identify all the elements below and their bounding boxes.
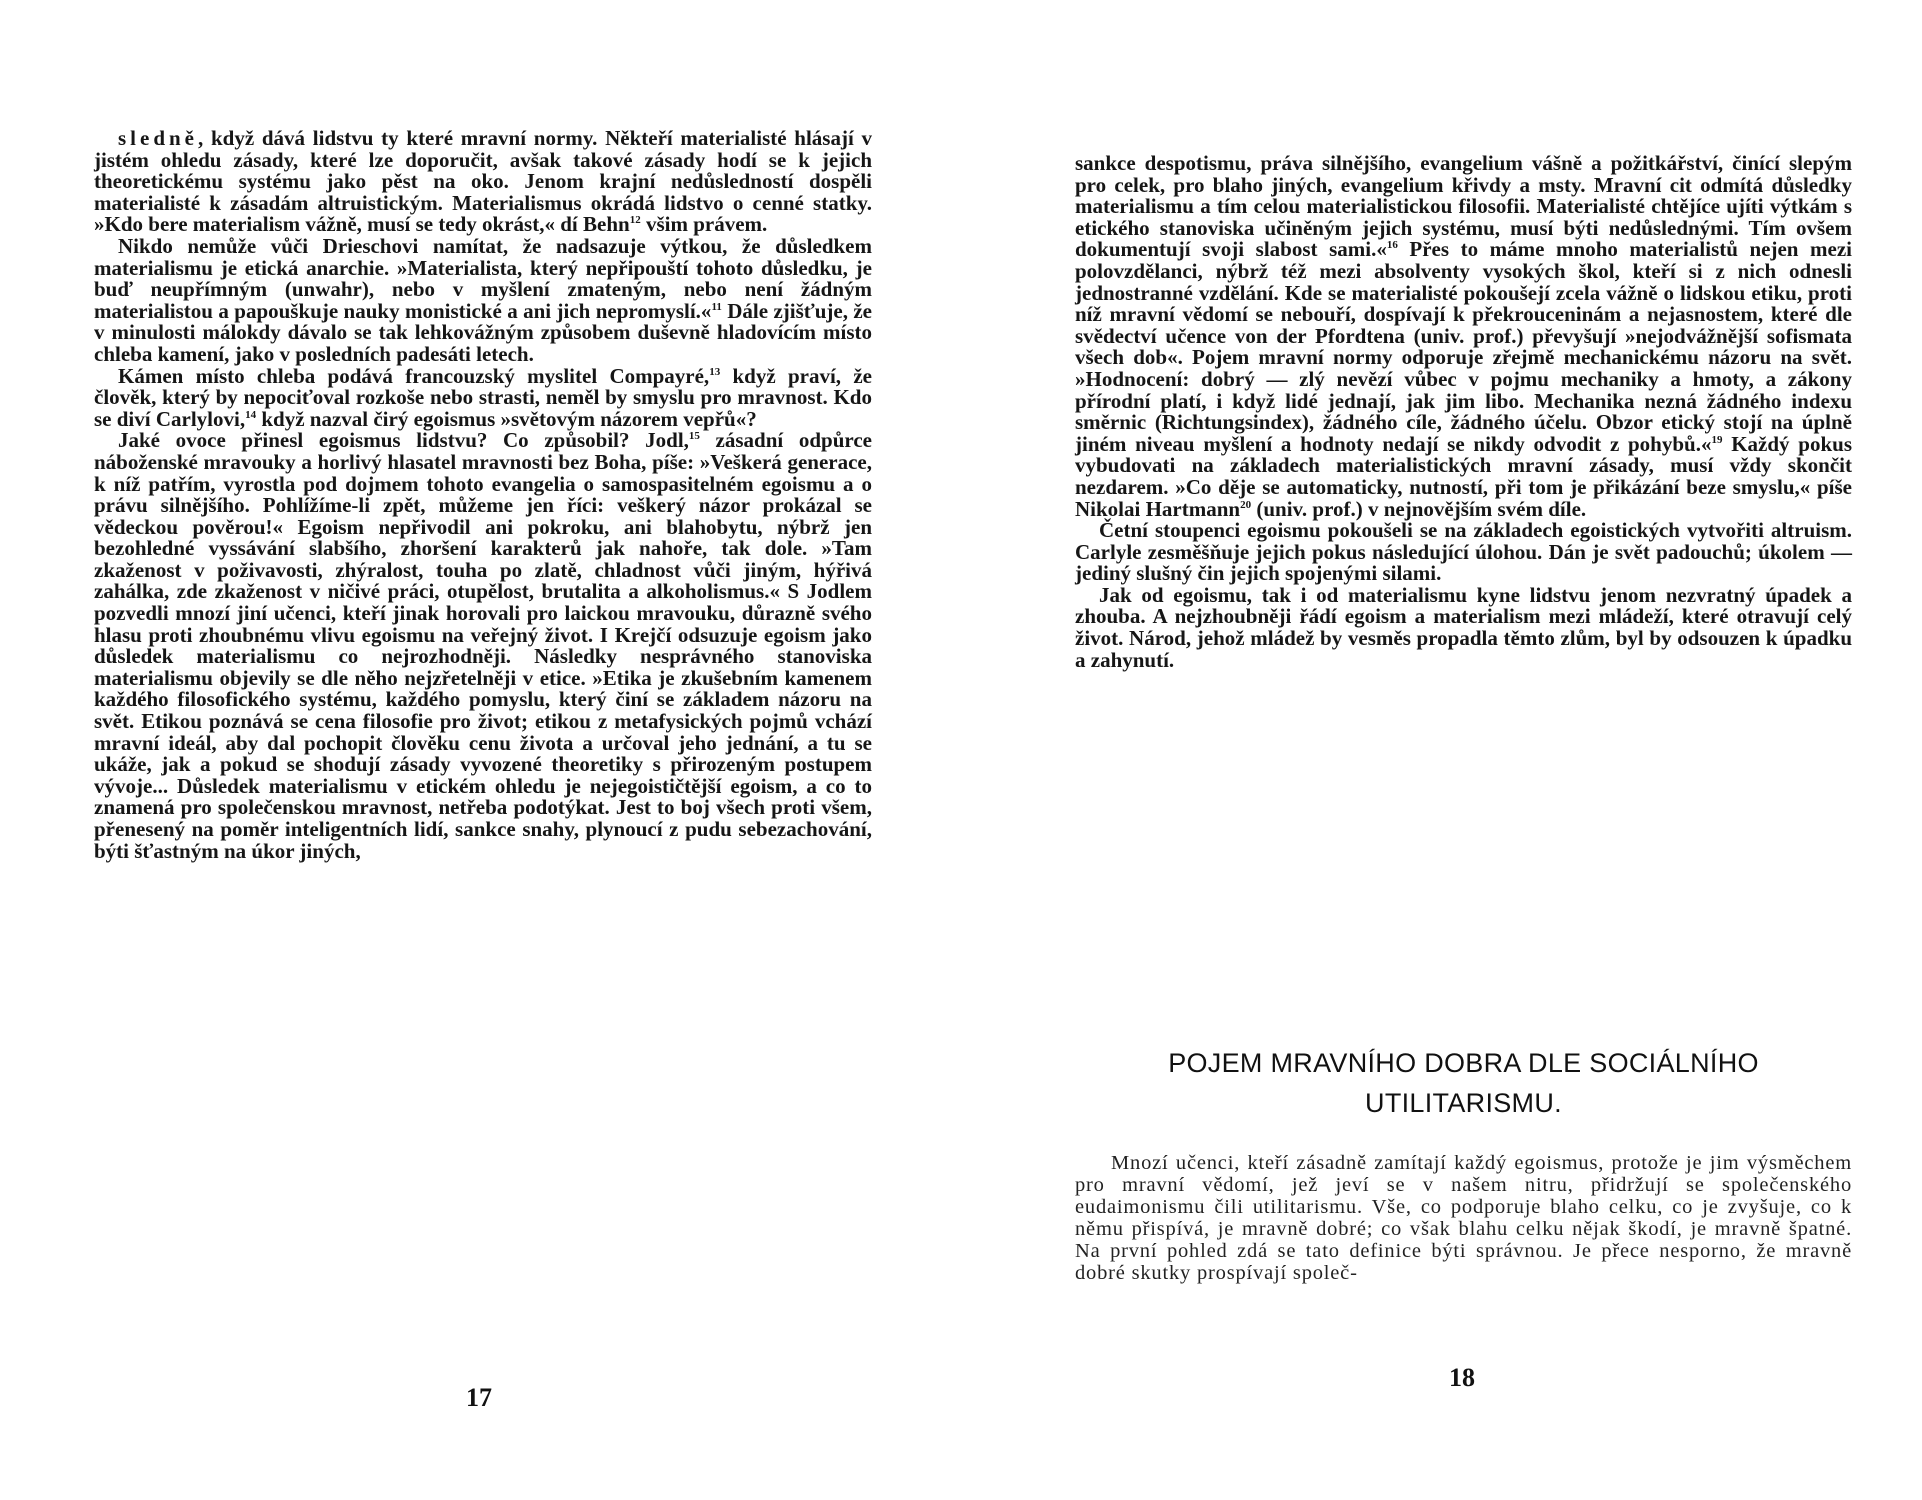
paragraph-text: Kámen místo chleba podává francouzský myslitel Compayré, [118, 363, 710, 388]
paragraph-text: sledně [118, 126, 199, 150]
paragraph-text: všim právem. [640, 212, 768, 237]
right-paragraph [1075, 520, 1852, 585]
paragraph-text: když praví, že člověk, který by nepociťoval rozkoše nebo strasti, neměl by smyslu pro mravnost. Kdo se diví Carlylovi, [94, 363, 872, 431]
page-number-right: 18 [1449, 1363, 1475, 1392]
right-paragraph [1075, 153, 1852, 520]
right-paragraph [1075, 582, 1852, 672]
footnote-marker: 11 [711, 300, 722, 313]
section-heading [1075, 1043, 1852, 1123]
footnote-marker: 13 [709, 365, 721, 378]
footnote-marker: 15 [688, 430, 700, 443]
section-body [1075, 1152, 1852, 1284]
right-page [961, 0, 1922, 1500]
paragraph-text: sankce despotismu, práva silnějšího, evangelium vášně a požitkářství, činící slepým pro celek, pro blaho jiných, evangelium křivdy a msty. Mravní cit odmítá důsledky materialismu a tím celou materialistickou filosofii. Materialisté chtějíce ujíti výtkám s etického stanoviska učiněným jejich systému, musí býti nedůslednými. Tím ovšem dokumentují svoji slabost sami.« [1075, 151, 1852, 262]
paragraph-text: Nikdo nemůže vůči Drieschovi namítat, že nadsazuje výtkou, že důsledkem materialismu je etická anarchie. »Materialista, který nepřipouští tohoto důsledku, je buď neupřímným (unwahr), nebo v myšlení zmateným, nebo není žádným materialistou a papouškuje nauky monistické a ani jich nepromyslí.« [94, 233, 872, 323]
left-page-text [94, 128, 872, 862]
left-paragraph [94, 363, 872, 431]
paragraph-text: Dále zjišťuje, že v minulosti málokdy dávalo se tak lehkovážným způsobem duševně hladovícím místo chleba kamení, jako v posledních padesáti letech. [94, 298, 872, 366]
paragraph-text: Četní stoupenci egoismu pokoušeli se na základech egoistických vytvořiti altruism. Carlyle zesměšňuje jejich pokus následující úlohou. Dán je svět padouchů; úkolem — jediný slušný čin jejich spojenými silami. [1075, 518, 1852, 586]
paragraph-text: Jak od egoismu, tak i od materialismu kyne lidstvu jenom nezvratný úpadek a zhouba. A nejzhoubněji řádí egoism a materialism mezi mládeží, které otravují celý život. Národ, jehož mládež by vesměs propadla těmto zlům, byl by odsouzen k úpadku a zahynutí. [1075, 582, 1852, 672]
footnote-marker: 20 [1240, 498, 1252, 511]
footnote-marker: 19 [1711, 433, 1723, 446]
paragraph-text: , když dává lidstvu ty které mravní normy. Někteří materialisté hlásají v jistém ohledu zásady, které lze doporučit, avšak takové zásady hodí se k jejich theoretickému systému jako pěst na oko. Jenom krajní nedůsledností dospěli materialisté k zásadám altruistickým. Materialismus okrádá lidstvo o cenné statky. »Kdo bere materialism vážně, musí se tedy okrást,« dí Behn [94, 126, 872, 237]
section-heading-line2: UTILITARISMU. [1365, 1088, 1562, 1118]
paragraph-text: Přes to máme mnoho materialistů nejen mezi polovzdělanci, nýbrž též mezi absolventy vysokých škol, kteří si z nich odnesli jednostranné vzdělání. Kde se materialisté pokoušejí zcela vážně o lidskou etiku, proti níž mravní vědomí se nebouří, dospívají k překrouceninám a nejasnostem, které dle svědectví učence von der Pfordtena (univ. prof.) převyšují »nejodvážnější sofismata všech dob«. Pojem mravní normy odporuje zřejmě mechanickému názoru na svět. »Hodnocení: dobrý — zlý nevězí vůbec v pojmu mechaniky a hmoty, a zákony přírodní platí, i když lidé jednají, jak jim libo. Mechanika nezná žádného indexu směrnic (Richtungsindex), žádného cíle, žádného účelu. Obzor etický stojí na úplně jiném niveau myšlení a hodnoty nedají se nikdy odvodit z pohybů.« [1075, 237, 1852, 456]
right-page-text [1075, 153, 1852, 671]
paragraph-text: Každý pokus vybudovati na základech materialistických mravní zásady, musí vždy skončit nezdarem. »Co děje se automaticky, nutností, při tom je přikázání beze smyslu,« píše Nikolai Hartmann [1075, 431, 1852, 521]
paragraph-text: Jaké ovoce přinesl egoismus lidstvu? Co způsobil? Jodl, [118, 428, 689, 453]
left-paragraph [94, 233, 872, 366]
left-paragraph [94, 128, 872, 236]
page-number-left: 17 [466, 1383, 492, 1412]
section-body-paragraph: Mnozí učenci, kteří zásadně zamítají každý egoismus, protože je jim výsměchem pro mravní vědomí, jež jeví se v našem nitru, přidržují se společenského eudaimonismu čili utilitarismu. Vše, co podporuje blaho celku, co je zvyšuje, co k němu přispívá, je mravně dobré; co však blahu celku nějak škodí, je mravně špatné. Na první pohled zdá se tato definice býti správnou. Je přece nesporno, že mravně dobré skutky prospívají společ- [1075, 1152, 1852, 1284]
footnote-marker: 12 [629, 214, 641, 227]
section-heading-line1: POJEM MRAVNÍHO DOBRA DLE SOCIÁLNÍHO [1168, 1048, 1759, 1078]
paragraph-text: když nazval čirý egoismus »světovým názorem vepřů«? [256, 406, 757, 431]
left-paragraph [94, 430, 872, 862]
footnote-marker: 16 [1386, 239, 1398, 252]
paragraph-text: zásadní odpůrce náboženské mravouky a horlivý hlasatel mravnosti bez Boha, píše: »Veškerá generace, k níž patřím, vyrostla pod dojmem tohoto evangelia o samospasitelném egoismu a o právu silnějšího. Pohlížíme-li zpět, můžeme jen říci: veškerý názor prokázal se vědeckou pověrou!« Egoism nepřivodil ani pokroku, ani blahobytu, nýbrž jen bezohledné vyssávání slabšího, zhoršení karakterů jak nahoře, tak dole. »Tam zkaženost v poživavosti, zhýralost, touha po zlatě, chladnost vůči jiným, hýřivá zahálka, zde zkaženost v ničivé práci, otupělost, brutalita a alkoholismus.« S Jodlem pozvedli mnozí jiní učenci, kteří jinak horovali pro laickou mravouku, důrazně svého hlasu proti zhoubnému vlivu egoismu na veřejný život. I Krejčí odsuzuje egoism jako důsledek materialismu co nejrozhodněji. Následky nesprávného stanoviska materialismu objevily se dle něho nejzřetelněji v etice. »Etika je zkušebním kamenem každého filosofického systému, každého pomyslu, který činí se základem názoru na svět. Etikou poznává se cena filosofie pro život; etikou z metafysických pojmů vchází mravní ideál, aby dal pochopit člověku cenu života a určoval jeho jednání, a tu se ukáže, jak a pokud se shodují zásady vyvozené theoretiky s přirozeným postupem vývoje... Důsledek materialismu v etickém ohledu je nejegoističtější egoism, a co to znamená pro společenskou mravnost, netřeba podotýkat. Jest to boj všech proti všem, přenesený na poměr inteligentních lidí, sankce snahy, plynoucí z pudu sebezachování, býti šťastným na úkor jiných, [94, 428, 872, 863]
footnote-marker: 14 [245, 408, 257, 421]
paragraph-text: (univ. prof.) v nejnovějším svém díle. [1251, 496, 1587, 521]
